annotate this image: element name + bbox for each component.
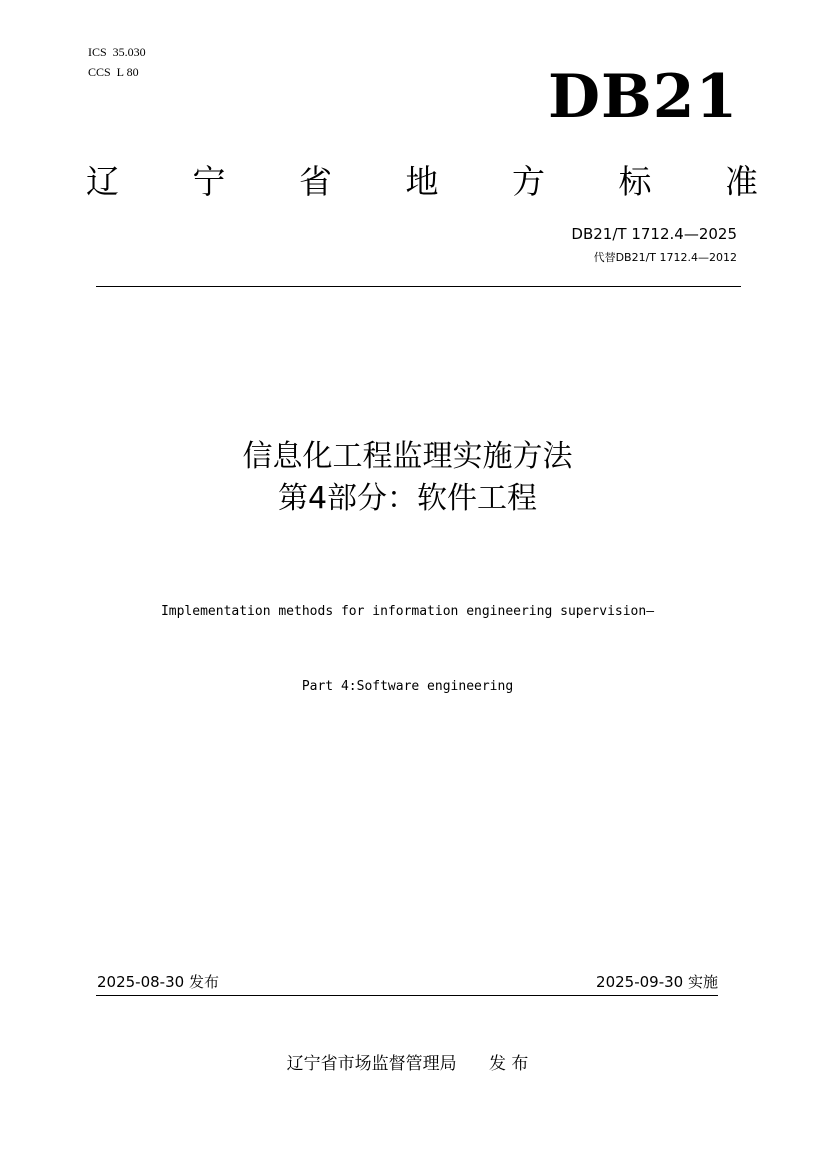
issuing-authority: 辽宁省市场监督管理局 发 布 [286,1054,529,1074]
standard-type-char: 辽 [86,162,119,201]
implementation-date: 2025-09-30 实施 [596,973,718,991]
standard-type-char: 宁 [192,162,226,201]
standard-type-char: 标 [618,162,652,201]
standard-type-char: 方 [512,162,545,201]
chinese-title-line1: 信息化工程监理实施方法 [242,439,573,474]
english-title-line2: Part 4:Software engineering [301,679,514,694]
header-divider [96,286,741,287]
standard-type-char: 地 [405,162,439,201]
classification-block [88,42,146,82]
replaces-standard: 代替DB21/T 1712.4—2012 [593,251,737,264]
chinese-title-line2: 第4部分：软件工程 [277,481,538,516]
standard-number: DB21/T 1712.4—2025 [571,225,737,243]
issue-date: 2025-08-30 发布 [97,973,219,991]
chinese-title [0,436,815,520]
db21-logo: DB21 [548,62,739,132]
footer-divider [96,995,718,996]
standard-type-title [86,160,758,204]
standard-type-char: 准 [725,162,758,201]
ics-code: ICS 35.030 [88,45,146,59]
standard-type-char: 省 [299,162,332,201]
ccs-code: CCS L 80 [88,65,139,79]
english-title-line1: Implementation methods for information engineering supervision— [160,604,655,619]
english-title [0,549,815,724]
